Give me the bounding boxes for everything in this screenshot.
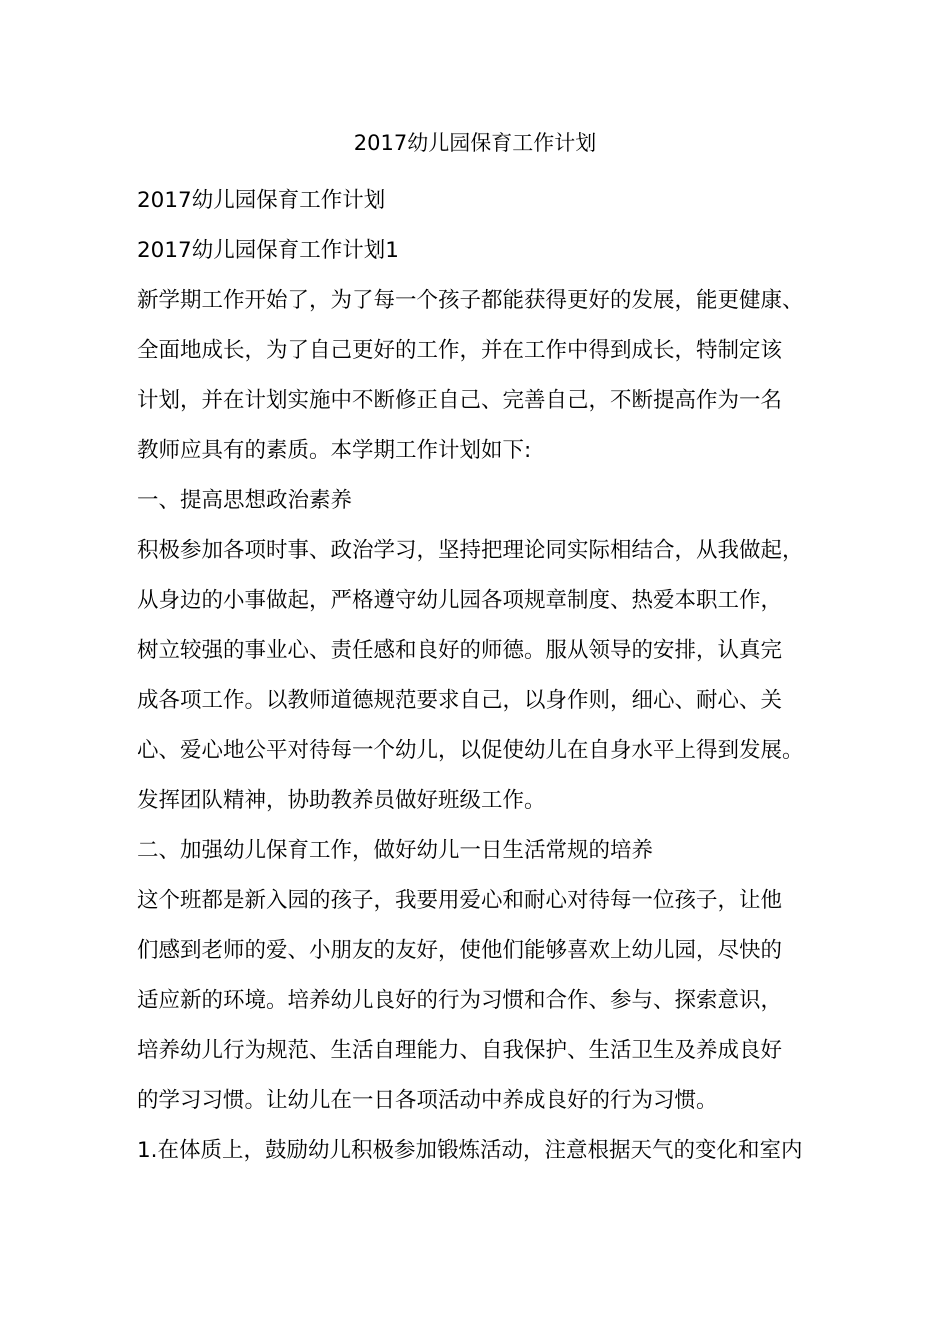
heading-line: 2017幼儿园保育工作计划1 — [137, 238, 399, 263]
text-line: 适应新的环境。培养幼儿良好的行为习惯和合作、参与、探索意识， — [137, 988, 783, 1013]
text-line: 心、爱心地公平对待每一个幼儿，以促使幼儿在自身水平上得到发展。 — [137, 738, 804, 763]
document-title: 2017幼儿园保育工作计划 — [353, 131, 597, 155]
text-line: 计划，并在计划实施中不断修正自己、完善自己，不断提高作为一名 — [137, 388, 783, 413]
text-line: 教师应具有的素质。本学期工作计划如下: — [137, 438, 532, 463]
text-line: 这个班都是新入园的孩子，我要用爱心和耐心对待每一位孩子，让他 — [137, 888, 783, 913]
text-line: 的学习习惯。让幼儿在一日各项活动中养成良好的行为习惯。 — [137, 1088, 718, 1113]
text-line: 培养幼儿行为规范、生活自理能力、自我保护、生活卫生及养成良好 — [137, 1038, 783, 1063]
text-line: 树立较强的事业心、责任感和良好的师德。服从领导的安排，认真完 — [137, 638, 783, 663]
text-line: 全面地成长，为了自己更好的工作，并在工作中得到成长，特制定该 — [137, 338, 783, 363]
section-heading: 二、加强幼儿保育工作，做好幼儿一日生活常规的培养 — [137, 838, 654, 863]
document-body — [137, 176, 817, 1176]
text-line: 发挥团队精神，协助教养员做好班级工作。 — [137, 788, 546, 813]
section-heading: 一、提高思想政治素养 — [137, 488, 353, 513]
text-line: 积极参加各项时事、政治学习，坚持把理论同实际相结合，从我做起， — [137, 538, 804, 563]
text-line: 们感到老师的爱、小朋友的友好，使他们能够喜欢上幼儿园，尽快的 — [137, 938, 783, 963]
text-line: 成各项工作。以教师道德规范要求自己，以身作则，细心、耐心、关 — [137, 688, 783, 713]
text-line: 1.在体质上，鼓励幼儿积极参加锻炼活动，注意根据天气的变化和室内 — [137, 1138, 803, 1163]
heading-line: 2017幼儿园保育工作计划 — [137, 188, 386, 213]
text-line: 从身边的小事做起，严格遵守幼儿园各项规章制度、热爱本职工作， — [137, 588, 783, 613]
text-line: 新学期工作开始了，为了每一个孩子都能获得更好的发展，能更健康、 — [137, 288, 804, 313]
